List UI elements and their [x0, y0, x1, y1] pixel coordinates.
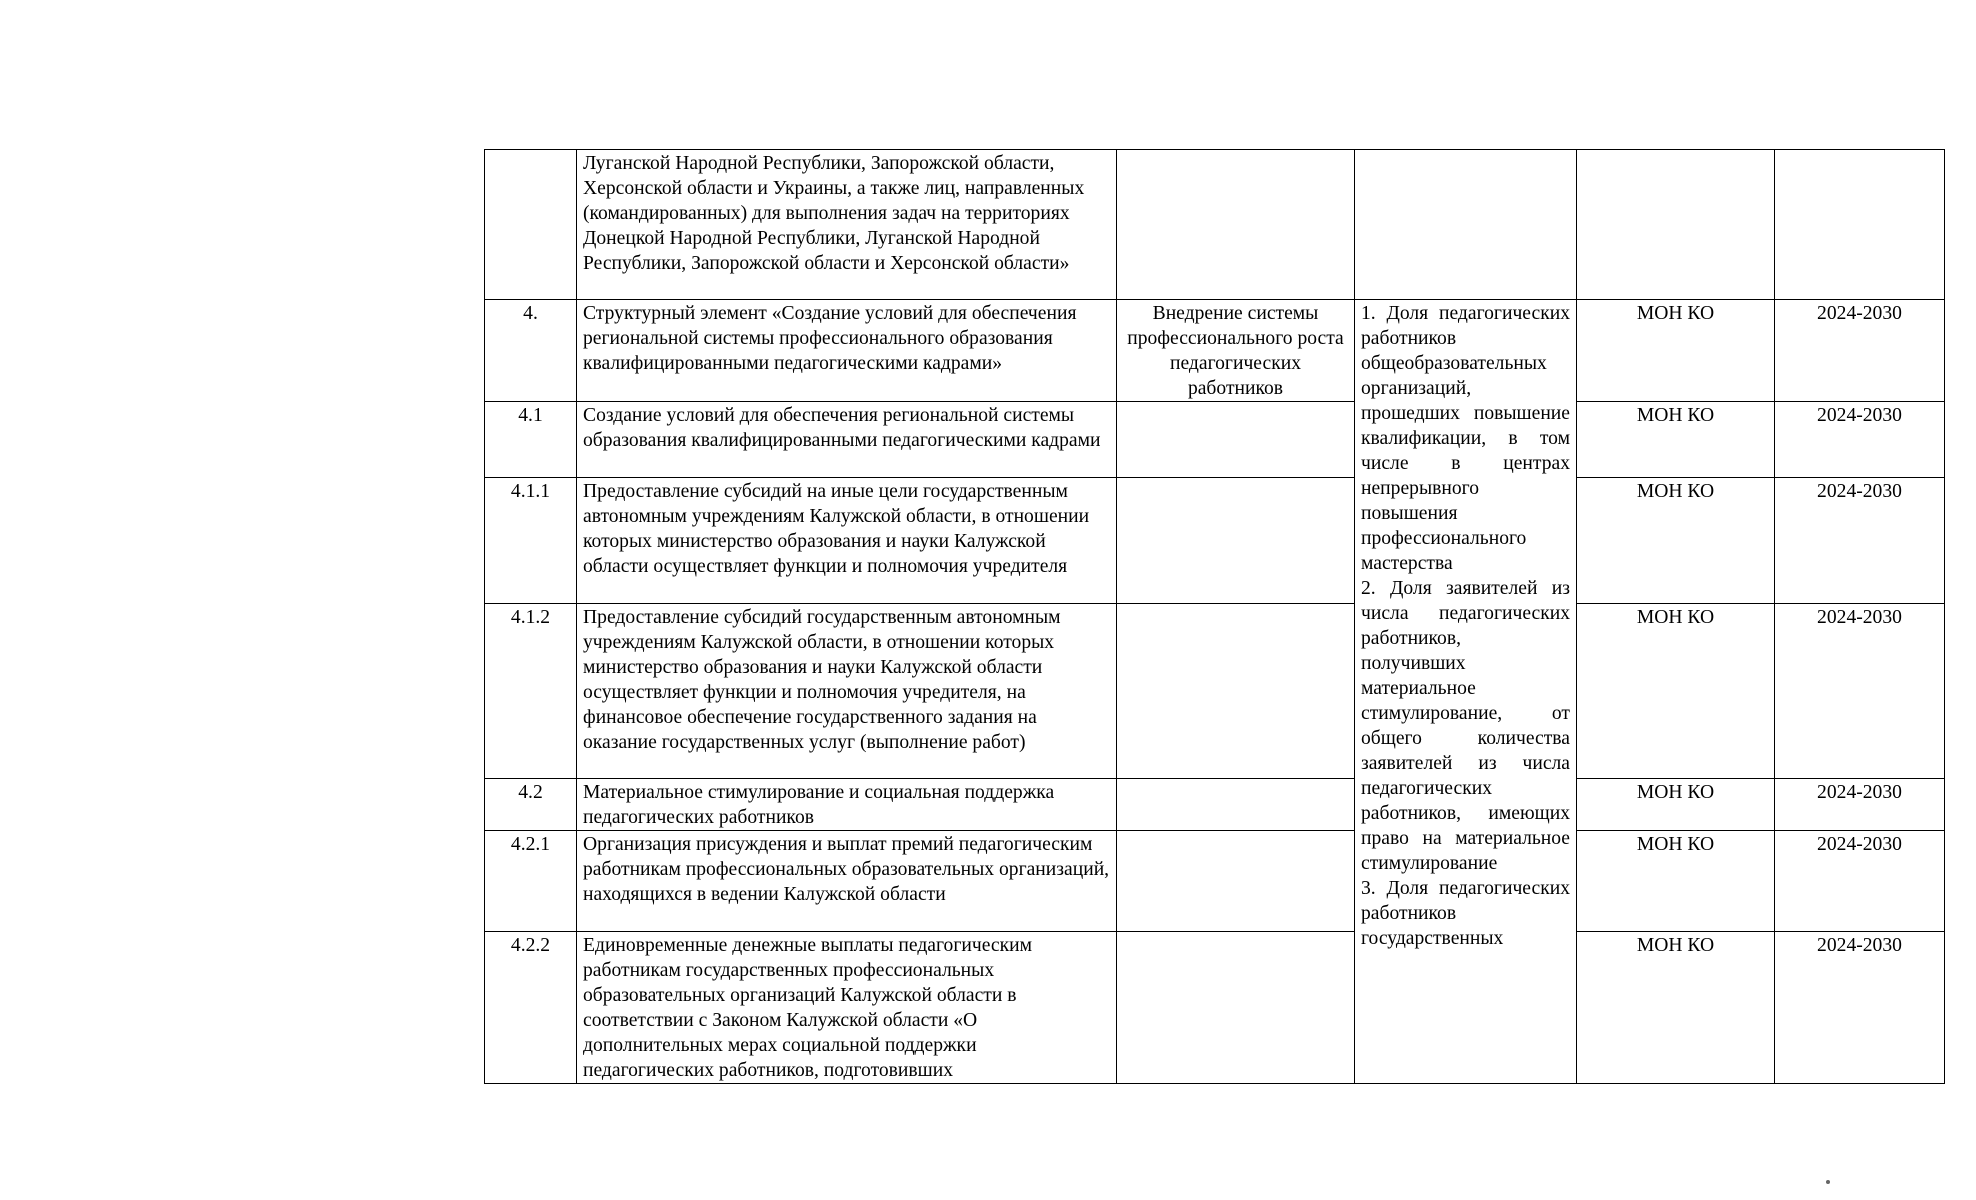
- result-cell: [1117, 779, 1355, 831]
- responsible-cell: МОН КО: [1577, 604, 1775, 779]
- row-number: 4.1.2: [485, 604, 577, 779]
- period-cell: 2024-2030: [1775, 779, 1945, 831]
- row-number: 4.2.1: [485, 831, 577, 932]
- table-row: [485, 604, 1945, 779]
- responsible-cell: МОН КО: [1577, 831, 1775, 932]
- responsible-cell: [1577, 150, 1775, 300]
- row-number: 4.2.2: [485, 932, 577, 1084]
- period-cell: 2024-2030: [1775, 932, 1945, 1084]
- indicator-2: 2. Доля заявителей из числа педагогических работников, получивших материальное стимулирование, от общего количества заявителей из числа педагогических работников, имеющих право на материальное стимулирование: [1361, 578, 1570, 874]
- result-cell: [1117, 478, 1355, 604]
- activity-text: Материальное стимулирование и социальная поддержка педагогических работников: [577, 779, 1117, 831]
- indicator-1: 1. Доля педагогических работников общеобразовательных организаций, прошедших повышение квалификации, в том числе в центрах непрерывного повышения профессионального мастерства: [1361, 303, 1570, 574]
- scan-speck: [1826, 1180, 1830, 1184]
- result-cell: [1117, 604, 1355, 779]
- activity-text: Луганской Народной Республики, Запорожской области, Херсонской области и Украины, а также лиц, направленных (командированных) для выполнения задач на территориях Донецкой Народной Республики, Луганской Народной Республики, Запорожской области и Херсонской области»: [577, 150, 1117, 300]
- activity-text: Структурный элемент «Создание условий для обеспечения региональной системы профессионального образования квалифицированными педагогическими кадрами»: [577, 300, 1117, 402]
- responsible-cell: МОН КО: [1577, 932, 1775, 1084]
- activity-text: Предоставление субсидий государственным автономным учреждениям Калужской области, в отношении которых министерство образования и науки Калужской области осуществляет функции и полномочия учредителя, на финансовое обеспечение государственного задания на оказание государственных услуг (выполнение работ): [577, 604, 1117, 779]
- table-row: [485, 150, 1945, 300]
- period-cell: 2024-2030: [1775, 402, 1945, 478]
- row-number: 4.: [485, 300, 577, 402]
- period-cell: 2024-2030: [1775, 300, 1945, 402]
- activity-text: Предоставление субсидий на иные цели государственным автономным учреждениям Калужской области, в отношении которых министерство образования и науки Калужской области осуществляет функции и полномочия учредителя: [577, 478, 1117, 604]
- period-cell: 2024-2030: [1775, 831, 1945, 932]
- responsible-cell: МОН КО: [1577, 300, 1775, 402]
- table-row: [485, 831, 1945, 932]
- table-row: [485, 932, 1945, 1084]
- period-cell: 2024-2030: [1775, 604, 1945, 779]
- activity-text: Создание условий для обеспечения региональной системы образования квалифицированными педагогическими кадрами: [577, 402, 1117, 478]
- responsible-cell: МОН КО: [1577, 402, 1775, 478]
- result-cell: [1117, 831, 1355, 932]
- responsible-cell: МОН КО: [1577, 478, 1775, 604]
- activity-text: Организация присуждения и выплат премий педагогическим работникам профессиональных образовательных организаций, находящихся в ведении Калужской области: [577, 831, 1117, 932]
- table-row: [485, 779, 1945, 831]
- result-cell: Внедрение системы профессионального роста педагогических работников: [1117, 300, 1355, 402]
- period-cell: [1775, 150, 1945, 300]
- table-row: [485, 300, 1945, 402]
- indicators-cell: [1355, 300, 1577, 1084]
- result-cell: [1117, 932, 1355, 1084]
- indicator-3: 3. Доля педагогических работников государственных: [1361, 878, 1570, 949]
- row-number: [485, 150, 577, 300]
- row-number: 4.1: [485, 402, 577, 478]
- row-number: 4.2: [485, 779, 577, 831]
- table-row: [485, 478, 1945, 604]
- activity-text: Единовременные денежные выплаты педагогическим работникам государственных профессиональных образовательных организаций Калужской области в соответствии с Законом Калужской области «О дополнительных мерах социальной поддержки педагогических работников, подготовивших: [577, 932, 1117, 1084]
- period-cell: 2024-2030: [1775, 478, 1945, 604]
- responsible-cell: МОН КО: [1577, 779, 1775, 831]
- table-row: [485, 402, 1945, 478]
- result-cell: [1117, 402, 1355, 478]
- row-number: 4.1.1: [485, 478, 577, 604]
- activities-table: [484, 149, 1945, 1084]
- indicator-cell: [1355, 150, 1577, 300]
- result-cell: [1117, 150, 1355, 300]
